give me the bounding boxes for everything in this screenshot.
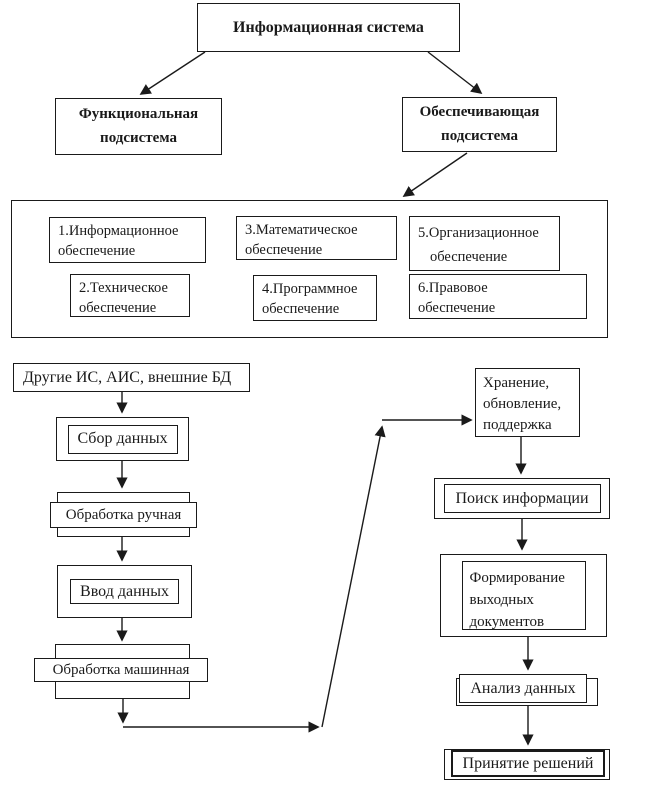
- data-analysis-box: [459, 674, 587, 703]
- component-technical-line2: обеспечение: [79, 300, 157, 316]
- storage-line2: обновление,: [483, 396, 562, 412]
- machine-processing-box: [34, 658, 208, 682]
- info-system-label: Информационная система: [233, 18, 424, 36]
- component-box-technical: [70, 274, 190, 317]
- output-documents-box: [440, 554, 607, 637]
- component-box-information: [49, 217, 206, 263]
- component-software-line1: 4.Программное: [262, 281, 358, 297]
- component-information-line2: обеспечение: [58, 243, 136, 259]
- component-box-software: [253, 275, 377, 321]
- component-organizational-line2: обеспечение: [430, 248, 508, 265]
- output-documents-line1: Формирование: [469, 570, 565, 586]
- data-input-box: [57, 565, 192, 618]
- component-mathematical-line2: обеспечение: [245, 242, 323, 258]
- providing-subsystem-line1: Обеспечивающая: [419, 104, 540, 121]
- arrow-infosystem-to-providing: [428, 52, 481, 93]
- manual-processing-label: Обработка ручная: [65, 506, 182, 523]
- component-organizational-line1: 5.Организационное: [418, 225, 539, 242]
- storage-line1: Хранение,: [483, 375, 550, 391]
- functional-subsystem-line1: Функциональная: [78, 106, 199, 122]
- component-box-organizational: [409, 216, 560, 271]
- providing-subsystem-line2: подсистема: [441, 127, 518, 144]
- external-sources-box: [13, 363, 250, 392]
- data-analysis-label: Анализ данных: [470, 679, 576, 697]
- data-input-inner-box: [70, 579, 179, 604]
- component-mathematical-line1: 3.Математическое: [245, 222, 358, 238]
- functional-subsystem-line2: подсистема: [100, 130, 177, 146]
- collect-data-inner-box: [68, 425, 178, 454]
- decision-making-label: Принятие решений: [462, 754, 594, 772]
- storage-box: [475, 368, 580, 437]
- functional-subsystem-box: [55, 98, 222, 155]
- arrow-providing-to-components: [404, 153, 467, 196]
- manual-processing-box: [50, 502, 197, 528]
- collect-data-label: Сбор данных: [77, 430, 168, 447]
- search-info-label: Поиск информации: [455, 489, 589, 507]
- component-box-legal: [409, 274, 587, 319]
- arrow-infosystem-to-functional: [141, 52, 205, 94]
- output-documents-line3: документов: [469, 614, 545, 630]
- component-software-line2: обеспечение: [262, 301, 340, 317]
- search-info-box: [434, 478, 610, 519]
- providing-subsystem-box: [402, 97, 557, 152]
- component-legal-line1: 6.Правовое: [418, 280, 488, 296]
- data-input-label: Ввод данных: [80, 582, 169, 600]
- output-documents-line2: выходных: [469, 592, 534, 608]
- machine-processing-label: Обработка машинная: [52, 661, 190, 678]
- component-box-mathematical: [236, 216, 397, 260]
- search-info-inner-box: [444, 484, 601, 513]
- component-legal-line2: обеспечение: [418, 300, 496, 316]
- component-technical-line1: 2.Техническое: [79, 280, 168, 296]
- collect-data-box: [56, 417, 189, 461]
- arrow-diagonal-up: [322, 427, 382, 727]
- external-sources-label: Другие ИС, АИС, внешние БД: [23, 368, 232, 386]
- info-system-box: [197, 3, 460, 52]
- storage-line3: поддержка: [483, 417, 552, 433]
- decision-making-box: [451, 750, 605, 777]
- component-information-line1: 1.Информационное: [58, 223, 179, 239]
- output-documents-inner-box: [462, 561, 586, 630]
